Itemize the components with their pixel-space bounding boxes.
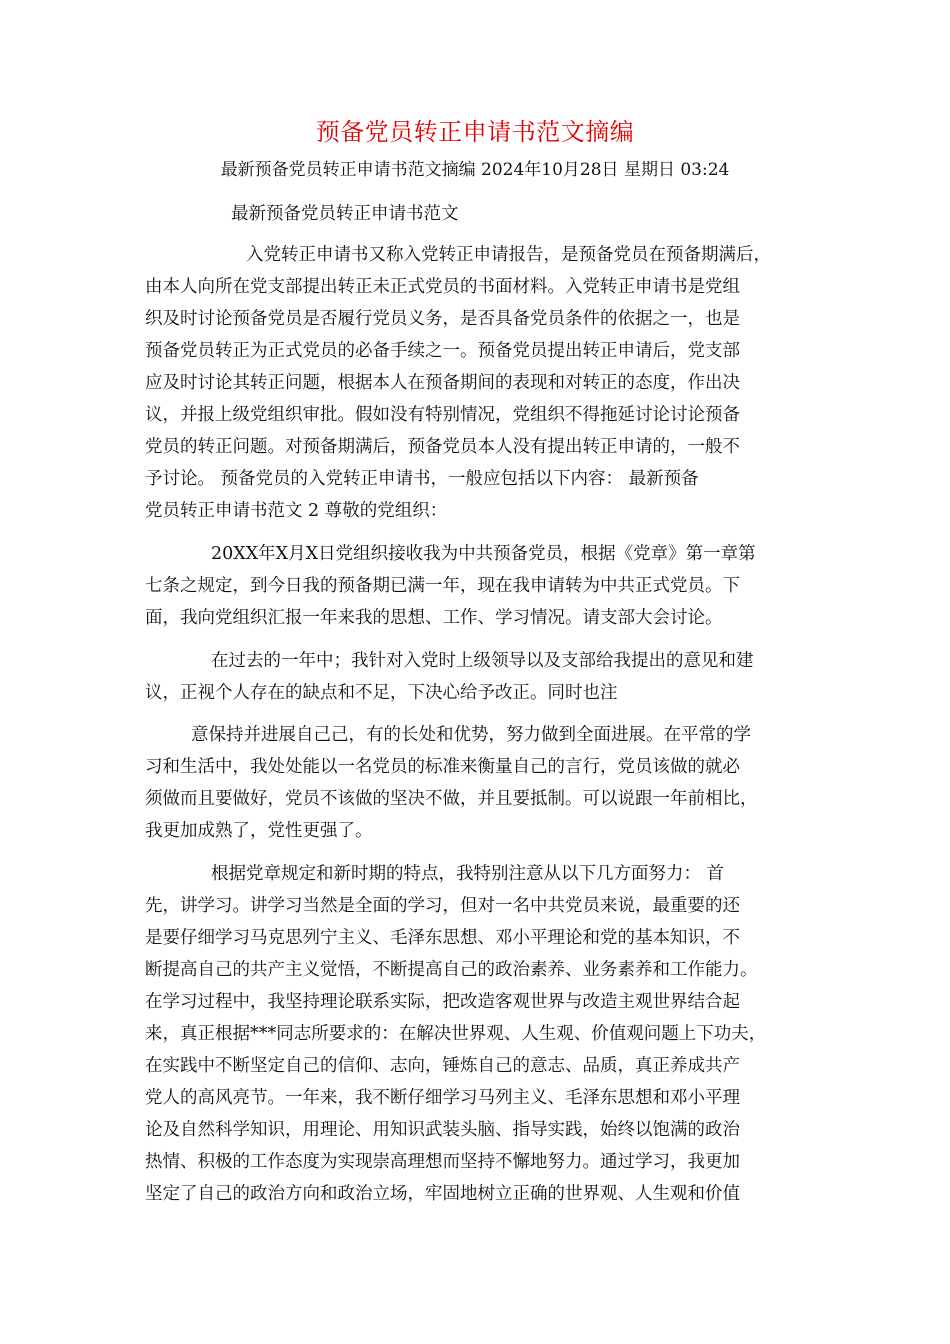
paragraph-line: 予讨论。 预备党员的入党转正申请书，一般应包括以下内容： 最新预备 (145, 469, 699, 489)
paragraph-line: 党员的转正问题。对预备期满后，预备党员本人没有提出转正申请的，一般不 (145, 437, 740, 457)
paragraph-line: 我更加成熟了，党性更强了。 (145, 821, 373, 841)
paragraph-line: 党员转正申请书范文 2 尊敬的党组织： (145, 501, 448, 521)
paragraph-line: 根据党章规定和新时期的特点，我特别注意从以下几方面努力： 首 (211, 864, 725, 884)
paragraph-line: 须做而且要做好，党员不该做的坚决不做，并且要抵制。可以说跟一年前相比， (145, 789, 758, 809)
paragraph-line: 是要仔细学习马克思列宁主义、毛泽东思想、邓小平理论和党的基本知识，不 (145, 928, 740, 948)
paragraph-line: 议，并报上级党组织审批。假如没有特别情况，党组织不得拖延讨论讨论预备 (145, 405, 740, 425)
document-title: 预备党员转正申请书范文摘编 (315, 118, 635, 146)
paragraph-line: 预备党员转正为正式党员的必备手续之一。预备党员提出转正申请后，党支部 (145, 341, 740, 361)
paragraph-line: 由本人向所在党支部提出转正未正式党员的书面材料。入党转正申请书是党组 (145, 277, 740, 297)
paragraph-line: 应及时讨论其转正问题，根据本人在预备期间的表现和对转正的态度，作出决 (145, 373, 740, 393)
paragraph-line: 党人的高风亮节。一年来，我不断仔细学习马列主义、毛泽东思想和邓小平理 (145, 1088, 740, 1108)
paragraph-line: 断提高自己的共产主义觉悟，不断提高自己的政治素养、业务素养和工作能力。 (145, 960, 758, 980)
paragraph-line: 在学习过程中，我坚持理论联系实际，把改造客观世界与改造主观世界结合起 (145, 992, 740, 1012)
paragraph-line: 在实践中不断坚定自己的信仰、志向，锤炼自己的意志、品质，真正养成共产 (145, 1056, 740, 1076)
section-heading: 最新预备党员转正申请书范文 (231, 204, 459, 224)
paragraph-line: 议，正视个人存在的缺点和不足，下决心给予改正。同时也注 (145, 683, 618, 703)
paragraph-line: 先，讲学习。讲学习当然是全面的学习，但对一名中共党员来说，最重要的还 (145, 896, 740, 916)
paragraph-line: 七条之规定，到今日我的预备期已满一年，现在我申请转为中共正式党员。下 (145, 576, 740, 596)
paragraph-line: 坚定了自己的政治方向和政治立场，牢固地树立正确的世界观、人生观和价值 (145, 1184, 740, 1204)
paragraph-line: 热情、积极的工作态度为实现崇高理想而坚持不懈地努力。通过学习，我更加 (145, 1152, 740, 1172)
paragraph-line: 在过去的一年中；我针对入党时上级领导以及支部给我提出的意见和建 (211, 651, 754, 671)
paragraph-line: 习和生活中，我处处能以一名党员的标准来衡量自己的言行，党员该做的就必 (145, 757, 740, 777)
paragraph-line: 来，真正根据***同志所要求的：在解决世界观、人生观、价值观问题上下功夫， (145, 1024, 767, 1044)
paragraph-line: 入党转正申请书又称入党转正申请报告，是预备党员在预备期满后， (246, 245, 771, 265)
paragraph-line: 织及时讨论预备党员是否履行党员义务，是否具备党员条件的依据之一，也是 (145, 309, 740, 329)
paragraph-line: 意保持并进展自己己，有的长处和优势，努力做到全面进展。在平常的学 (191, 725, 751, 745)
document-subtitle: 最新预备党员转正申请书范文摘编 2024年10月28日 星期日 03:24 (220, 160, 730, 180)
paragraph-line: 论及自然科学知识，用理论、用知识武装头脑、指导实践，始终以饱满的政治 (145, 1120, 740, 1140)
paragraph-line: 面，我向党组织汇报一年来我的思想、工作、学习情况。请支部大会讨论。 (145, 608, 723, 628)
paragraph-line: 20XX年X月X日党组织接收我为中共预备党员，根据《党章》第一章第 (211, 544, 756, 564)
